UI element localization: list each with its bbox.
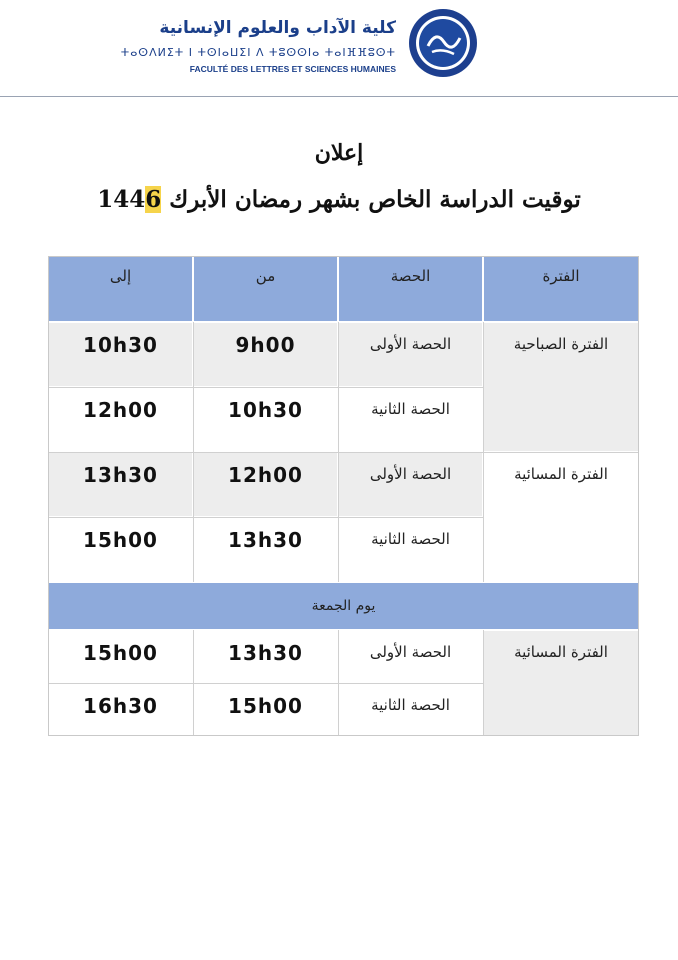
subtitle-text: توقيت الدراسة الخاص بشهر رمضان الأبرك [161,186,581,213]
header-session: الحصة [338,256,483,322]
grid-line [48,387,483,388]
friday-session-2-to: 16h30 [48,683,193,736]
evening-session-2-from: 13h30 [193,517,338,582]
faculty-name-french: FACULTÉ DES LETTRES ET SCIENCES HUMAINES [189,64,396,74]
university-seal-icon [408,8,478,78]
header-period: الفترة [483,256,639,322]
header-from: من [193,256,338,322]
friday-session-2: الحصة الثانية [338,683,483,736]
grid-line [48,683,483,684]
grid-line [48,452,639,453]
friday-session-1-to: 15h00 [48,630,193,683]
evening-session-1: الحصة الأولى [338,452,483,517]
morning-session-1: الحصة الأولى [338,322,483,387]
header-to: إلى [48,256,193,322]
friday-band: يوم الجمعة [48,582,639,630]
subtitle-year-highlight: 6 [145,186,162,213]
announcement-title: إعلان [314,140,364,166]
friday-period-label: الفترة المسائية [483,630,639,736]
grid-line [483,630,484,736]
evening-period-label: الفترة المسائية [483,452,639,582]
grid-line [48,517,483,518]
friday-session-1-from: 13h30 [193,630,338,683]
evening-session-1-to: 13h30 [48,452,193,517]
morning-session-1-to: 10h30 [48,322,193,387]
subtitle-year [97,186,161,213]
friday-session-1: الحصة الأولى [338,630,483,683]
evening-session-1-from: 12h00 [193,452,338,517]
schedule-subtitle [0,186,678,213]
morning-session-2: الحصة الثانية [338,387,483,452]
evening-session-2-to: 15h00 [48,517,193,582]
morning-session-1-from: 9h00 [193,322,338,387]
faculty-name-tifinagh: ⵜⴰⵙⴷⵍⵉⵜ ⵏ ⵜⵙⵏⴰⵡⵉⵏ ⴷ ⵜⵓⵙⵙⵏⴰ ⵜⴰⵏⴼⴼⵓⵙⵜ [120,46,396,59]
morning-period-label: الفترة الصباحية [483,322,639,452]
header-divider [0,96,678,97]
morning-session-2-from: 10h30 [193,387,338,452]
morning-session-2-to: 12h00 [48,387,193,452]
evening-session-2: الحصة الثانية [338,517,483,582]
schedule-table [48,256,639,736]
subtitle-year-digits: 144 [97,186,146,213]
faculty-name-arabic: كلية الآداب والعلوم الإنسانية [159,18,396,38]
page-header [0,0,678,98]
friday-session-2-from: 15h00 [193,683,338,736]
